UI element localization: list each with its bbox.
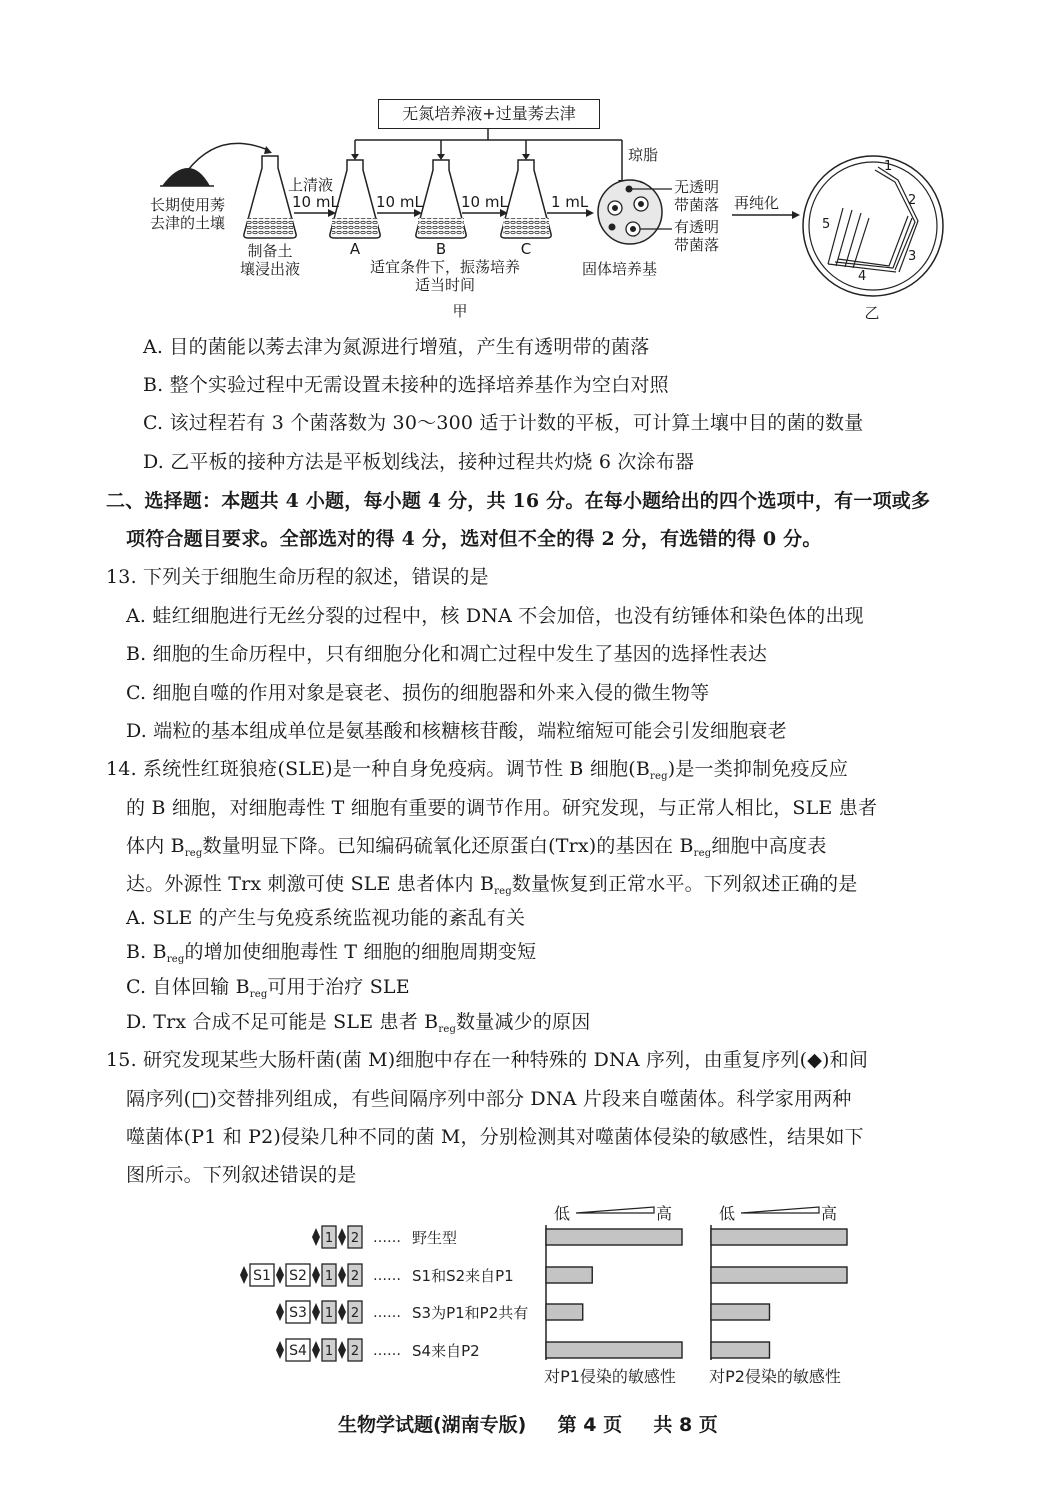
sequence-and-chart-canvas — [0, 1195, 1056, 1395]
bar-1-1 — [546, 1229, 682, 1245]
flask-c-label: C — [520, 240, 532, 258]
figure-caption-yi: 乙 — [864, 304, 880, 322]
repeat-diamond-icon — [312, 1228, 320, 1246]
flask-c — [501, 160, 551, 238]
bar-2-2 — [711, 1267, 847, 1283]
streak-number-3: 3 — [908, 249, 917, 264]
repeat-diamond-icon — [240, 1266, 248, 1284]
culture-condition-1: 适宜条件下，振荡培养 — [369, 258, 520, 276]
soil-extract-label-2: 壤浸出液 — [239, 260, 300, 278]
q14-option-c: C. 自体回输 $B_{reg}$可用于治疗 SLE — [126, 976, 410, 1000]
row-dots: …… — [373, 1343, 401, 1359]
bar-2-4 — [711, 1342, 769, 1358]
section-2-line-2: 项符合题目要求。全部选对的得 4 分，选对但不全的得 2 分，有选错的得 0 分。 — [126, 528, 822, 550]
repeat-diamond-icon — [312, 1266, 320, 1284]
spacer-label-2: 2 — [350, 1306, 360, 1321]
chart-title: 对P1侵染的敏感性 — [544, 1367, 676, 1386]
row-dots: …… — [373, 1230, 401, 1246]
purify-label: 再纯化 — [734, 194, 780, 212]
band-colony-label-1: 有透明 — [674, 218, 720, 236]
spacer-label-s3: S3 — [289, 1305, 307, 1321]
q13-option-a: A. 蛙红细胞进行无丝分裂的过程中，核 DNA 不会加倍，也没有纺锤体和染色体的出现 — [126, 605, 864, 627]
repeat-diamond-icon — [276, 1266, 284, 1284]
q12-option-c: C. 该过程若有 3 个菌落数为 30～300 适于计数的平板，可计算土壤中目的菌的数量 — [143, 412, 864, 434]
scale-low-label: 低 — [719, 1204, 736, 1223]
spacer-label-1: 1 — [324, 1344, 334, 1359]
row-label: S3为P1和P2共有 — [412, 1304, 529, 1322]
q14-stem-line-4: 达。外源性 Trx 刺激可使 SLE 患者体内 $B_{reg}$数量恢复到正常水平。下列叙述正确的是 — [126, 873, 858, 897]
q15-stem-line-3: 噬菌体(P1 和 P2)侵染几种不同的菌 M，分别检测其对噬菌体侵染的敏感性，结果如下 — [126, 1126, 864, 1148]
bar-2-3 — [711, 1304, 769, 1320]
streak-number-1: 1 — [884, 159, 893, 174]
q13-option-b: B. 细胞的生命历程中，只有细胞分化和凋亡过程中发生了基因的选择性表达 — [126, 643, 768, 665]
spacer-label-1: 1 — [324, 1269, 334, 1284]
spacer-label-s2: S2 — [289, 1268, 307, 1284]
flask-a-label: A — [349, 240, 361, 258]
row-label: 野生型 — [412, 1229, 458, 1247]
q12-option-d: D. 乙平板的接种方法是平板划线法，接种过程共灼烧 6 次涂布器 — [143, 451, 695, 473]
repeat-diamond-icon — [338, 1266, 346, 1284]
chart-title: 对P2侵染的敏感性 — [709, 1367, 841, 1386]
q14-option-d: D. Trx 合成不足可能是 SLE 患者 $B_{reg}$数量减少的原因 — [126, 1011, 591, 1035]
row-dots: …… — [373, 1268, 401, 1284]
medium-label-box — [378, 99, 600, 129]
repeat-diamond-icon — [276, 1341, 284, 1359]
page-footer — [338, 1410, 718, 1437]
scale-low-label: 低 — [554, 1204, 571, 1223]
q13-option-d: D. 端粒的基本组成单位是氨基酸和核糖核苷酸，端粒缩短可能会引发细胞衰老 — [126, 720, 787, 742]
row-label: S4来自P2 — [412, 1342, 480, 1360]
transfer-volume-2: 10 mL — [461, 193, 508, 211]
q14-stem-line-1: 14. 系统性红斑狼疮(SLE)是一种自身免疫病。调节性 B 细胞$(B_{reg})$是一类抑制免疫反应 — [106, 758, 849, 782]
band-colony-label-2: 带菌落 — [674, 236, 720, 254]
q12-option-a: A. 目的菌能以莠去津为氮源进行增殖，产生有透明带的菌落 — [143, 336, 650, 358]
agar-label: 琼脂 — [628, 146, 659, 164]
spacer-label-2: 2 — [350, 1231, 360, 1246]
bar-2-1 — [711, 1229, 847, 1245]
repeat-diamond-icon — [338, 1228, 346, 1246]
repeat-diamond-icon — [338, 1341, 346, 1359]
transfer-volume-3: 1 mL — [551, 193, 589, 211]
q12-option-b: B. 整个实验过程中无需设置未接种的选择培养基作为空白对照 — [143, 374, 669, 396]
bar-1-2 — [546, 1267, 592, 1283]
soil-icon — [162, 168, 210, 186]
row-dots: …… — [373, 1305, 401, 1321]
culture-condition-2: 适当时间 — [414, 276, 475, 294]
row-label: S1和S2来自P1 — [412, 1267, 514, 1285]
figure-culture-process — [0, 0, 1056, 330]
footer-page: 第 4 页 — [557, 1414, 623, 1436]
spacer-label-s4: S4 — [289, 1343, 307, 1359]
q14-option-b: B. $B_{reg}$的增加使细胞毒性 T 细胞的细胞周期变短 — [126, 941, 537, 965]
medium-label: 无氮培养液+过量莠去津 — [402, 104, 576, 123]
q13-option-c: C. 细胞自噬的作用对象是衰老、损伤的细胞器和外来入侵的微生物等 — [126, 682, 710, 704]
spacer-label-s1: S1 — [253, 1268, 271, 1284]
repeat-diamond-icon — [276, 1303, 284, 1321]
no-band-colony-label-1: 无透明 — [674, 178, 720, 196]
solid-medium-plate — [598, 180, 672, 244]
scale-high-label: 高 — [821, 1204, 838, 1223]
bar-1-3 — [546, 1304, 583, 1320]
q14-option-a: A. SLE 的产生与免疫系统监视功能的紊乱有关 — [126, 907, 526, 929]
section-2-line-1: 二、选择题：本题共 4 小题，每小题 4 分，共 16 分。在每小题给出的四个选项中，有一项或多 — [106, 490, 931, 512]
q15-stem-line-4: 图所示。下列叙述错误的是 — [126, 1164, 357, 1186]
streak-number-2: 2 — [908, 193, 917, 208]
repeat-diamond-icon — [312, 1341, 320, 1359]
q15-stem-line-1: 15. 研究发现某些大肠杆菌(菌 M)细胞中存在一种特殊的 DNA 序列，由重复序列(◆)和间 — [106, 1049, 869, 1071]
footer-total: 共 8 页 — [653, 1414, 718, 1436]
soil-label-2: 去津的土壤 — [150, 214, 226, 232]
figure-caption-jia: 甲 — [452, 302, 468, 320]
soil-label-1: 长期使用莠 — [150, 196, 226, 214]
soil-extract-label-1: 制备土 — [247, 242, 293, 260]
transfer-volume-1: 10 mL — [376, 193, 423, 211]
bar-1-4 — [546, 1342, 682, 1358]
streak-number-4: 4 — [858, 269, 867, 284]
q13-stem: 13. 下列关于细胞生命历程的叙述，错误的是 — [106, 566, 489, 588]
scale-wedge-icon — [741, 1207, 819, 1213]
spacer-label-2: 2 — [350, 1344, 360, 1359]
spacer-label-1: 1 — [324, 1306, 334, 1321]
scale-high-label: 高 — [656, 1204, 673, 1223]
phage-sensitivity-figure — [0, 1195, 1056, 1395]
spacer-label-1: 1 — [324, 1231, 334, 1246]
flask-soil-extract — [244, 156, 296, 238]
repeat-diamond-icon — [338, 1303, 346, 1321]
q14-stem-line-3: 体内 $B_{reg}$数量明显下降。已知编码硫氧化还原蛋白(Trx)的基因在 $B_{reg}$细胞中高度表 — [126, 835, 827, 859]
supernatant-label: 上清液 — [288, 176, 334, 194]
solid-medium-label: 固体培养基 — [582, 260, 658, 278]
scale-wedge-icon — [576, 1207, 654, 1213]
no-band-colony-label-2: 带菌落 — [674, 196, 720, 214]
spacer-label-2: 2 — [350, 1269, 360, 1284]
supernatant-volume: 10 mL — [292, 193, 339, 211]
streak-number-5: 5 — [822, 217, 831, 232]
footer-title: 生物学试题(湖南专版) — [338, 1414, 527, 1436]
q14-stem-line-2: 的 B 细胞，对细胞毒性 T 细胞有重要的调节作用。研究发现，与正常人相比，SLE 患者 — [126, 797, 878, 819]
flask-b — [416, 160, 466, 238]
repeat-diamond-icon — [312, 1303, 320, 1321]
q15-stem-line-2: 隔序列(□)交替排列组成，有些间隔序列中部分 DNA 片段来自噬菌体。科学家用两种 — [126, 1088, 852, 1110]
flask-b-label: B — [435, 240, 447, 258]
